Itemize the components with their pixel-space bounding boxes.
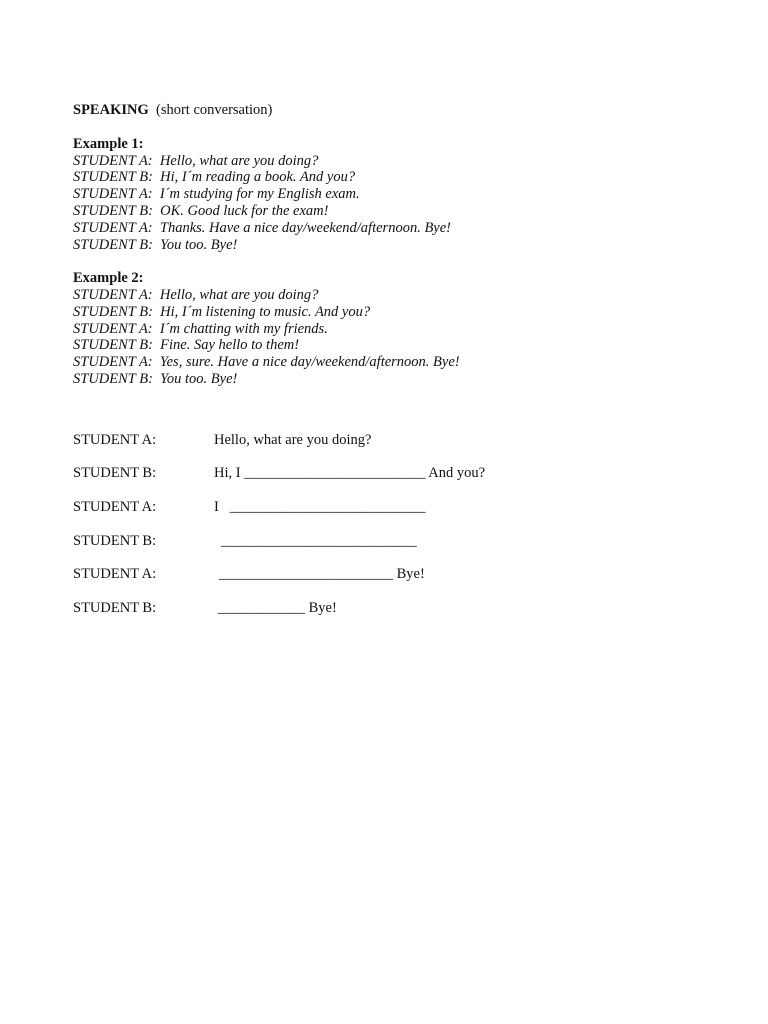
dialogue-text: Hi, I´m listening to music. And you? [160,303,371,320]
dialogue-text: You too. Bye! [160,370,238,387]
dialogue-text: Hi, I´m reading a book. And you? [160,169,356,186]
example-1-heading: Example 1: [73,135,144,152]
speaker-label: STUDENT A: [73,152,153,169]
example-2-heading: Example 2: [73,270,144,287]
example-1-block [73,136,713,254]
exercise-block [73,432,713,634]
exercise-fill-in: ____________ Bye! [218,599,337,616]
example-2-block [73,270,713,388]
worksheet-subtitle: (short conversation) [156,102,273,118]
speaker-label: STUDENT B: [73,169,153,186]
exercise-row [73,432,713,466]
speaker-label: STUDENT A: [73,186,153,203]
example-2-line [73,321,713,338]
speaker-label: STUDENT B: [73,202,153,219]
exercise-row [73,566,713,600]
speaker-label: STUDENT A: [73,431,157,448]
exercise-fill-in: ________________________ Bye! [219,566,425,583]
speaker-label: STUDENT B: [73,303,153,320]
speaker-label: STUDENT A: [73,354,153,371]
speaker-label: STUDENT A: [73,219,153,236]
example-2-line [73,304,713,321]
exercise-row [73,499,713,533]
example-1-line [73,220,713,237]
speaker-label: STUDENT A: [73,566,157,583]
speaker-label: STUDENT B: [73,370,153,387]
speaker-label: STUDENT B: [73,599,157,616]
speaker-label: STUDENT A: [73,286,153,303]
dialogue-text: I´m chatting with my friends. [159,320,328,337]
exercise-row [73,465,713,499]
exercise-row [73,600,713,634]
speaker-label: STUDENT B: [73,337,153,354]
example-2-line [73,354,713,371]
speaker-label: STUDENT B: [73,532,157,549]
dialogue-text: You too. Bye! [160,236,238,253]
dialogue-text: OK. Good luck for the exam! [160,202,329,219]
example-2-line [73,371,713,388]
dialogue-text: Hello, what are you doing? [159,152,319,169]
exercise-prompt: Hello, what are you doing? [214,431,372,448]
example-2-line [73,287,713,304]
dialogue-text: Hello, what are you doing? [159,286,319,303]
example-1-line [73,169,713,186]
worksheet-header [73,102,713,119]
dialogue-text: I´m studying for my English exam. [159,186,360,203]
example-1-line [73,203,713,220]
exercise-fill-in: Hi, I _________________________ And you? [214,465,486,482]
worksheet-title: SPEAKING [73,102,149,118]
exercise-fill-in: I ___________________________ [214,498,426,515]
exercise-row [73,533,713,567]
speaker-label: STUDENT A: [73,320,153,337]
dialogue-text: Fine. Say hello to them! [160,337,300,354]
speaker-label: STUDENT B: [73,236,153,253]
dialogue-text: Yes, sure. Have a nice day/weekend/afternoon. Bye! [159,354,460,371]
dialogue-text: Thanks. Have a nice day/weekend/afternoon. Bye! [159,219,452,236]
worksheet-page [73,102,713,633]
example-2-line [73,337,713,354]
example-1-line [73,153,713,170]
exercise-fill-in: ___________________________ [221,532,417,549]
example-1-line [73,237,713,254]
example-1-line [73,186,713,203]
speaker-label: STUDENT A: [73,498,157,515]
speaker-label: STUDENT B: [73,465,157,482]
